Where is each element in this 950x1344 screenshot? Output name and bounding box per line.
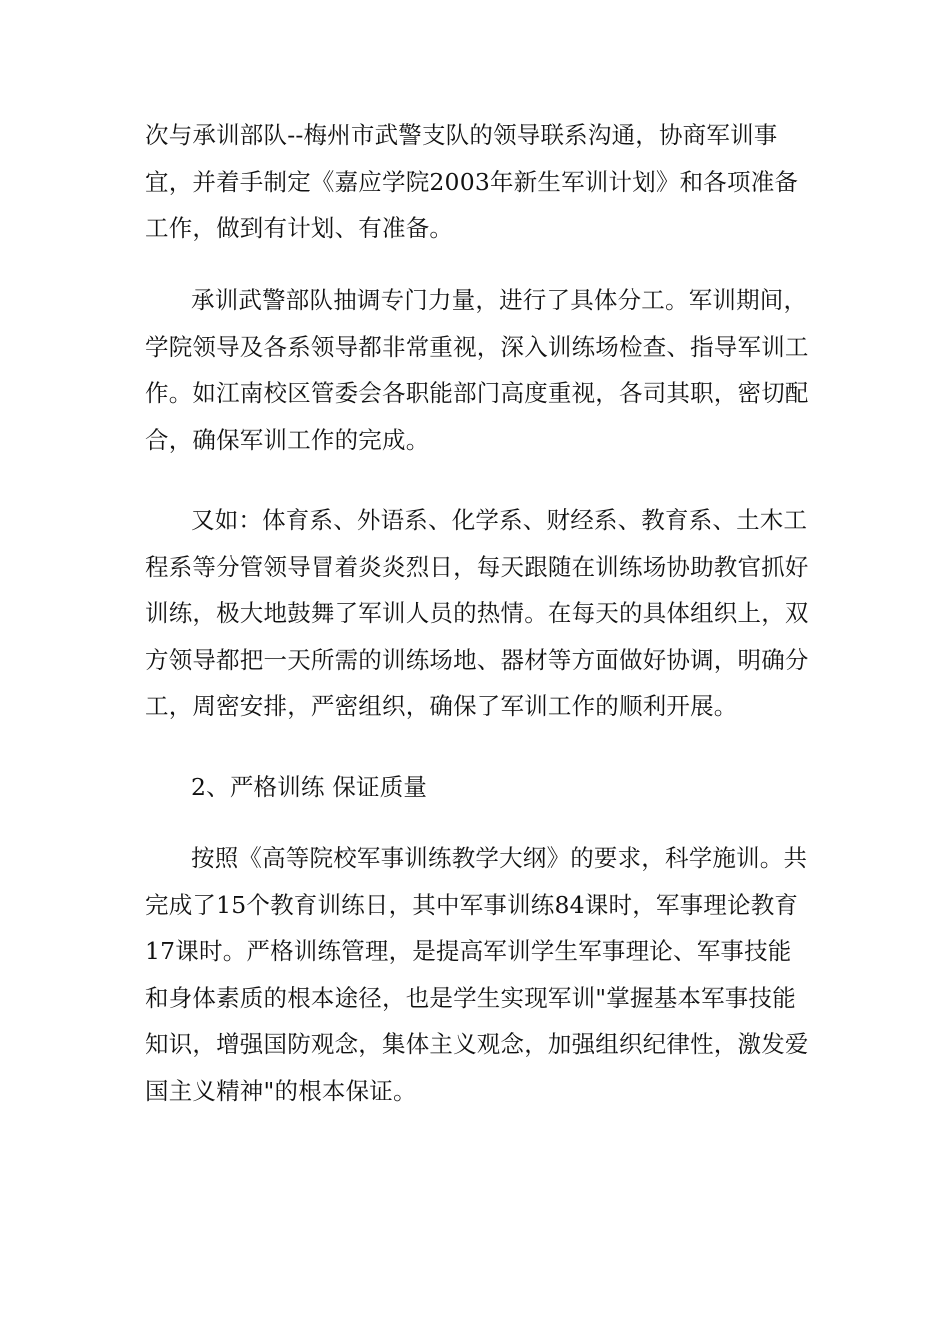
paragraph-line: 方领导都把一天所需的训练场地、器材等方面做好协调，明确分 (145, 645, 809, 674)
paragraph-line: 完成了15个教育训练日，其中军事训练84课时，军事理论教育 (145, 890, 799, 919)
paragraph-line: 又如：体育系、外语系、化学系、财经系、教育系、土木工 (191, 506, 808, 534)
paragraph-1 (145, 112, 815, 252)
paragraph-line: 17课时。严格训练管理，是提高军训学生军事理论、军事技能 (145, 937, 792, 965)
section-heading (145, 764, 815, 811)
paragraph-line: 承训武警部队抽调专门力量，进行了具体分工。军训期间， (191, 286, 808, 314)
paragraph-line: 次与承训部队--梅州市武警支队的领导联系沟通，协商军训事 (145, 121, 778, 149)
paragraph-line: 工作，做到有计划、有准备。 (145, 214, 454, 242)
paragraph-line: 按照《高等院校军事训练教学大纲》的要求，科学施训。共 (191, 844, 808, 872)
paragraph-line: 宜，并着手制定《嘉应学院2003年新生军训计划》和各项准备 (145, 167, 799, 196)
paragraph-2 (145, 277, 815, 463)
paragraph-line: 合，确保军训工作的完成。 (145, 425, 430, 454)
paragraph-line: 工，周密安排，严密组织，确保了军训工作的顺利开展。 (145, 692, 738, 720)
paragraph-line: 和身体素质的根本途径，也是学生实现军训"掌握基本军事技能 (145, 983, 796, 1012)
paragraph-3 (145, 497, 815, 730)
paragraph-line: 知识，增强国防观念，集体主义观念，加强组织纪律性，激发爱 (145, 1030, 809, 1058)
paragraph-line: 国主义精神"的根本保证。 (145, 1076, 417, 1105)
section-heading-text: 2、严格训练 保证质量 (191, 773, 428, 801)
paragraph-line: 程系等分管领导冒着炎炎烈日，每天跟随在训练场协助教官抓好 (145, 552, 809, 581)
paragraph-line: 训练，极大地鼓舞了军训人员的热情。在每天的具体组织上，双 (145, 599, 809, 627)
paragraph-line: 作。如江南校区管委会各职能部门高度重视，各司其职，密切配 (145, 379, 809, 407)
paragraph-line: 学院领导及各系领导都非常重视，深入训练场检查、指导军训工 (145, 332, 809, 361)
paragraph-4 (145, 835, 815, 1114)
